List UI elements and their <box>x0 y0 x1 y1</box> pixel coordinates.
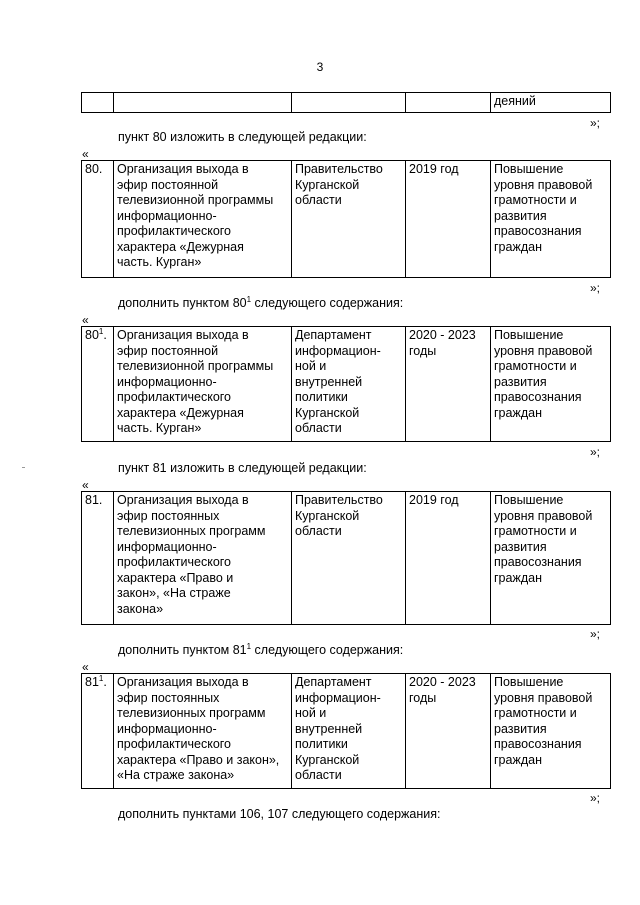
cell-measure <box>114 93 292 113</box>
cell-executor: Департамент информацион- ной и внутренней политики Курганской области <box>292 327 406 442</box>
cell-result: Повышение уровня правовой грамотности и развития правосознания граждан <box>491 492 611 625</box>
close-quote: »; <box>590 627 601 641</box>
cell-term: 2020 - 2023 годы <box>406 327 491 442</box>
cell-measure: Организация выхода в эфир постоянной телевизионной программы информационно- профилактического характера «Дежурная часть. Курган» <box>114 327 292 442</box>
table-item-81 <box>81 491 611 625</box>
instruction-text: дополнить пунктом $81^1$ следующего содержания: <box>118 641 404 657</box>
close-quote: »; <box>590 116 601 130</box>
cell-executor: Правительство Курганской области <box>292 161 406 278</box>
table-row <box>82 161 611 278</box>
cell-number: $80^1$. <box>82 327 114 442</box>
table-row <box>82 492 611 625</box>
cell-executor <box>292 93 406 113</box>
cell-number <box>82 93 114 113</box>
cell-result: Повышение уровня правовой грамотности и развития правосознания граждан <box>491 327 611 442</box>
cell-number: 81. <box>82 492 114 625</box>
cell-number: $81^1$. <box>82 674 114 789</box>
table-item-81-1 <box>81 673 611 789</box>
table-fragment-top <box>81 92 611 113</box>
table-item-80-1 <box>81 326 611 442</box>
cell-result: деяний <box>491 93 611 113</box>
close-quote: »; <box>590 445 601 459</box>
cell-executor: Департамент информацион- ной и внутренней политики Курганской области <box>292 674 406 789</box>
instruction-text: пункт 81 изложить в следующей редакции: <box>118 461 367 475</box>
cell-term <box>406 93 491 113</box>
instruction-text: дополнить пунктами 106, 107 следующего содержания: <box>118 807 441 821</box>
cell-measure: Организация выхода в эфир постоянных телевизионных программ информационно- профилактического характера «Право и закон», «На страже закона» <box>114 674 292 789</box>
cell-term: 2020 - 2023 годы <box>406 674 491 789</box>
cell-number: 80. <box>82 161 114 278</box>
instruction-text: пункт 80 изложить в следующей редакции: <box>118 130 367 144</box>
cell-measure: Организация выхода в эфир постоянных телевизионных программ информационно- профилактического характера «Право и закон», «На страже закона» <box>114 492 292 625</box>
cell-executor: Правительство Курганской области <box>292 492 406 625</box>
open-quote: « <box>82 660 89 674</box>
close-quote: »; <box>590 281 601 295</box>
instruction-text: дополнить пунктом $80^1$ следующего содержания: <box>118 294 404 310</box>
table-row <box>82 674 611 789</box>
cell-result: Повышение уровня правовой грамотности и развития правосознания граждан <box>491 674 611 789</box>
cell-measure: Организация выхода в эфир постоянной телевизионной программы информационно- профилактического характера «Дежурная часть. Курган» <box>114 161 292 278</box>
table-row <box>82 93 611 113</box>
open-quote: « <box>82 313 89 327</box>
open-quote: « <box>82 478 89 492</box>
table-item-80 <box>81 160 611 278</box>
margin-mark <box>22 467 25 468</box>
table-row <box>82 327 611 442</box>
page-number: 3 <box>316 60 324 74</box>
close-quote: »; <box>590 791 601 805</box>
cell-term: 2019 год <box>406 161 491 278</box>
open-quote: « <box>82 147 89 161</box>
cell-term: 2019 год <box>406 492 491 625</box>
cell-result: Повышение уровня правовой грамотности и развития правосознания граждан <box>491 161 611 278</box>
